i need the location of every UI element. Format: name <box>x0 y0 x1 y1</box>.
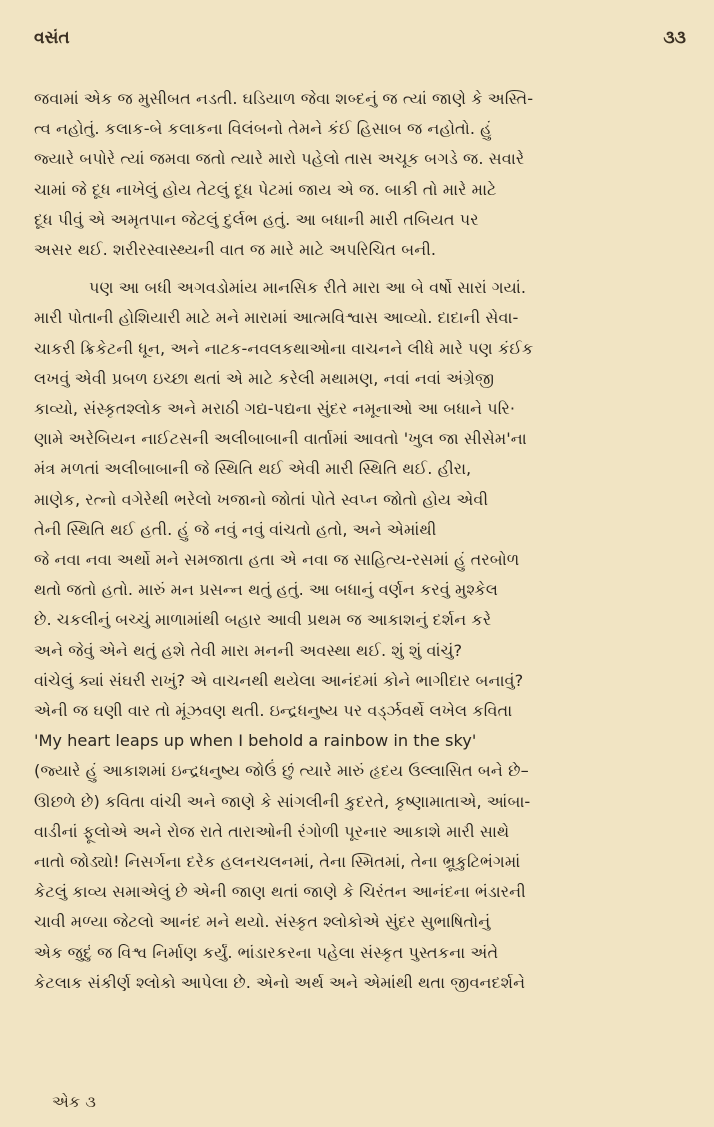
text-line: 'My heart leaps up when I behold a rainbow in the sky' <box>34 731 477 751</box>
body-text <box>34 84 694 1006</box>
text-line: માણેક, રત્નો વગેરેથી ભરેલો ખજાનો જોતાં પોતે સ્વપ્ન જોતો હોય એવી <box>34 489 489 509</box>
text-line: મારી પોતાની હોશિયારી માટે મને મારામાં આત્મવિશ્વાસ આવ્યો. દાદાની સેવા- <box>34 308 519 328</box>
text-line: પણ આ બધી અગવડોમાંય માનસિક રીતે મારા આ બે વર્ષો સારાં ગયાં. <box>89 278 527 298</box>
text-line: ચામાં જે દૂધ નાખેલું હોય તેટલું દૂધ પેટમાં જાય એ જ. બાકી તો મારે માટે <box>34 179 497 199</box>
text-line: જે નવા નવા અર્થો મને સમજાતા હતા એ નવા જ સાહિત્ય-રસમાં હું તરબોળ <box>34 550 520 570</box>
text-line: એક જુદું જ વિશ્વ નિર્માણ કર્યું. ભાંડારકરના પહેલા સંસ્કૃત પુસ્તકના અંતે <box>34 942 499 962</box>
text-line: વાડીનાં ફૂલોએ અને રોજ રાતે તારાઓની રંગોળી પૂરનાર આકાશે મારી સાથે <box>34 821 510 841</box>
page-header <box>34 28 686 56</box>
text-line: છે. ચકલીનું બચ્ચું માળામાંથી બહાર આવી પ્રથમ જ આકાશનું દર્શન કરે <box>34 610 492 630</box>
page-number: ૩૩ <box>663 28 686 48</box>
text-line: (જ્યારે હું આકાશમાં ઇન્દ્રધનુષ્ય જોઉં છું ત્યારે મારું હૃદય ઉલ્લાસિત બને છે– <box>34 761 529 781</box>
text-line: કાવ્યો, સંસ્કૃતશ્લોક અને મરાઠી ગદ્ય-પદ્યના સુંદર નમૂનાઓ આ બધાને પરિ· <box>34 399 515 419</box>
text-line: અસર થઈ. શરીરસ્વાસ્થ્યની વાત જ મારે માટે અપરિચિત બની. <box>34 240 437 260</box>
text-line: વાંચેલું ક્યાં સંઘરી રાખું? એ વાચનથી થયેલા આનંદમાં કોને ભાગીદાર બનાવું? <box>34 670 524 690</box>
text-line: જ્યારે બપોરે ત્યાં જમવા જતો ત્યારે મારો પહેલો તાસ અચૂક બગડે જ. સવારે <box>34 149 525 169</box>
text-line: તેની સ્થિતિ થઈ હતી. હું જે નવું નવું વાંચતો હતો, અને એમાંથી <box>34 519 437 539</box>
text-line: એની જ ઘણી વાર તો મૂંઝવણ થતી. ઇન્દ્રધનુષ્ય પર વર્ડ્ઝવર્થે લખેલ કવિતા <box>34 701 513 721</box>
paragraph-1 <box>34 84 694 265</box>
text-line: ઊછળે છે) કવિતા વાંચી અને જાણે કે સાંગલીની કુદરતે, કૃષ્ણામાતાએ, આંબા- <box>34 791 531 811</box>
text-line: કેટલાક સંકીર્ણ શ્લોકો આપેલા છે. એનો અર્થ અને એમાંથી થતા જીવનદર્શને <box>34 972 526 992</box>
text-line: અને જેવું એને થતું હશે તેવી મારા મનની અવસ્થા થઈ. શું શું વાંચું? <box>34 640 463 660</box>
text-line: થતો જતો હતો. મારું મન પ્રસન્ન થતું હતું. આ બધાનું વર્ણન કરવું મુશ્કેલ <box>34 580 498 600</box>
paragraph-2 <box>34 273 694 998</box>
text-line: કેટલું કાવ્ય સમાએલું છે એની જાણ થતાં જાણે કે ચિરંતન આનંદના ભંડારની <box>34 882 526 902</box>
running-head: વસંત <box>34 28 70 48</box>
text-line: ત્વ નહોતું. કલાક-બે કલાકના વિલંબનો તેમને કંઈ હિસાબ જ નહોતો. હું <box>34 119 492 139</box>
text-line: લખવું એવી પ્રબળ ઇચ્છા થતાં એ માટે કરેલી મથામણ, નવાં નવાં અંગ્રેજી <box>34 368 495 388</box>
text-line: ણામે અરેબિયન નાઈટસની અલીબાબાની વાર્તામાં આવતો 'ખુલ જા સીસેમ'ના <box>34 429 527 449</box>
signature-mark: એક ૩ <box>52 1092 96 1111</box>
text-line: નાતો જોડ્યો! નિસર્ગના દરેક હલનચલનમાં, તેના સ્મિતમાં, તેના ભ્રૂકુટિભંગમાં <box>34 852 521 872</box>
text-line: ચાવી મળ્યા જેટલો આનંદ મને થયો. સંસ્કૃત શ્લોકોએ સુંદર સુભાષિતોનું <box>34 912 491 932</box>
text-line: જવામાં એક જ મુસીબત નડતી. ઘડિયાળ જેવા શબ્દનું જ ત્યાં જાણે કે અસ્તિ- <box>34 89 534 108</box>
text-line: ચાકરી ક્રિકેટની ધૂન, અને નાટક-નવલકથાઓના વાચનને લીધે મારે પણ કંઈક <box>34 338 534 358</box>
text-line: મંત્ર મળતાં અલીબાબાની જે સ્થિતિ થઈ એવી મારી સ્થિતિ થઈ. હીરા, <box>34 459 472 479</box>
text-line: દૂધ પીવું એ અમૃતપાન જેટલું દુર્લભ હતું. આ બધાની મારી તબિયત પર <box>34 209 479 229</box>
